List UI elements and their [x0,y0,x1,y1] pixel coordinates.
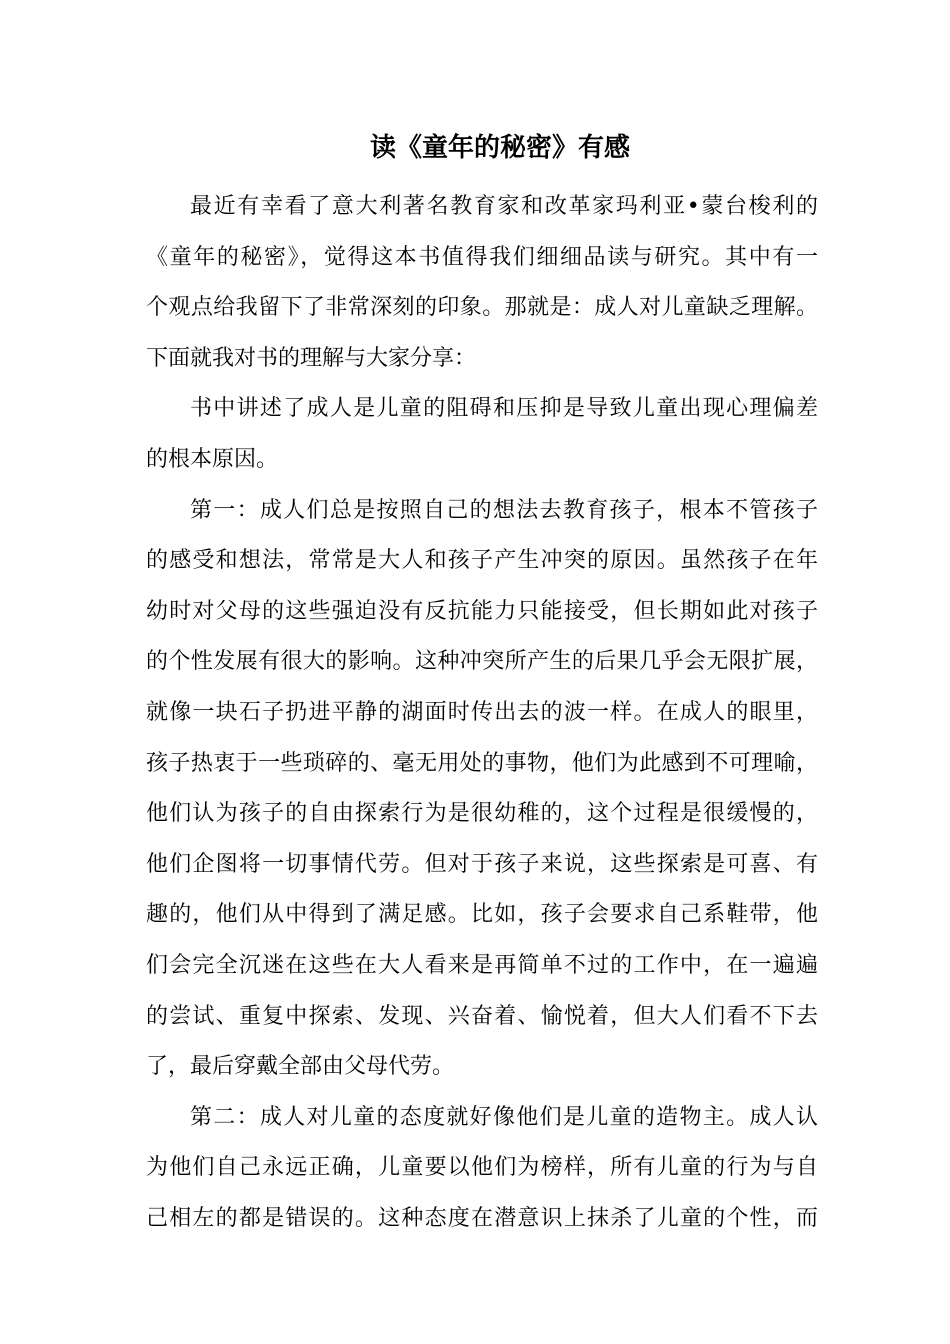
text-line: 的根本原因。 [146,446,279,472]
text-line: 他们企图将一切事情代劳。但对于孩子来说，这些探索是可喜、有 [146,851,818,877]
text-line: 《童年的秘密》，觉得这本书值得我们细细品读与研究。其中有一 [146,244,818,270]
text-line: 第一：成人们总是按照自己的想法去教育孩子，根本不管孩子 [190,497,818,523]
text-line: 的尝试、重复中探索、发现、兴奋着、愉悦着，但大人们看不下去 [146,1003,818,1029]
text-line: 为他们自己永远正确，儿童要以他们为榜样，所有儿童的行为与自 [146,1155,818,1181]
text-line: 们会完全沉迷在这些在大人看来是再简单不过的工作中，在一遍遍 [146,952,818,978]
text-line: 趣的，他们从中得到了满足感。比如，孩子会要求自己系鞋带，他 [146,902,818,928]
text-line: 己相左的都是错误的。这种态度在潜意识上抹杀了儿童的个性，而 [146,1205,818,1231]
text-line: 就像一块石子扔进平静的湖面时传出去的波一样。在成人的眼里， [146,699,818,725]
paragraph [146,1093,818,1245]
paragraph [146,182,818,384]
text-line: 第二：成人对儿童的态度就好像他们是儿童的造物主。成人认 [190,1104,818,1130]
text-line: 个观点给我留下了非常深刻的印象。那就是：成人对儿童缺乏理解。 [146,295,818,321]
text-line: 了，最后穿戴全部由父母代劳。 [146,1054,455,1080]
paragraph [146,486,818,1093]
text-line: 他们认为孩子的自由探索行为是很幼稚的，这个过程是很缓慢的， [146,801,818,827]
text-line: 下面就我对书的理解与大家分享： [146,345,477,371]
page-title: 读《童年的秘密》有感 [369,133,630,163]
text-line: 的个性发展有很大的影响。这种冲突所产生的后果几乎会无限扩展， [146,649,818,675]
document-body [146,182,818,1244]
text-line: 最近有幸看了意大利著名教育家和改革家玛利亚•蒙台梭利的 [190,194,818,219]
text-line: 孩子热衷于一些琐碎的、毫无用处的事物，他们为此感到不可理喻， [146,750,818,776]
paragraph [146,384,818,485]
text-line: 书中讲述了成人是儿童的阻碍和压抑是导致儿童出现心理偏差 [190,396,818,422]
text-line: 的感受和想法，常常是大人和孩子产生冲突的原因。虽然孩子在年 [146,548,818,574]
text-line: 幼时对父母的这些强迫没有反抗能力只能接受，但长期如此对孩子 [146,598,818,624]
